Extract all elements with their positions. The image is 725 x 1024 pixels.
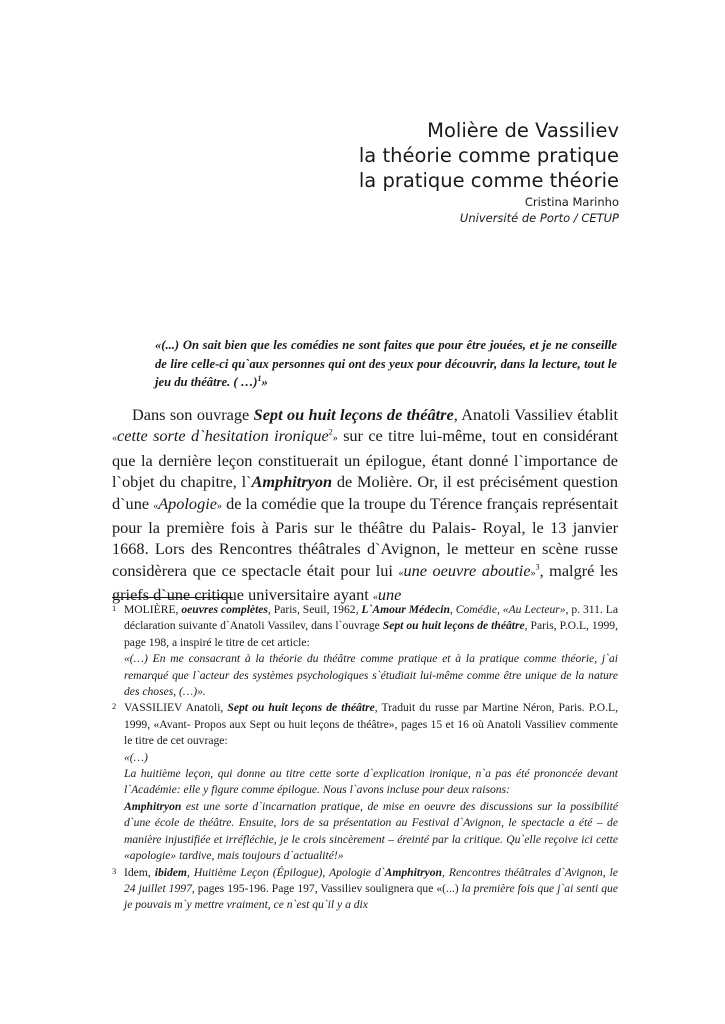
quote-open: «(…) (124, 750, 148, 764)
footnote-quote: La huitième leçon, qui donne au titre cette sorte d`explication ironique, n`a pas été prononcée devant l`Académie: elle y figure comme épilogue. Nous l`avons incluse pour deux raisons: (124, 767, 618, 797)
event-title: , Rencontres théâtrales d`Avignon, le 24 juillet 1997 (124, 865, 618, 895)
text-run: , Paris, P.O.L, 1999, page 198, a inspiré le titre de cet article: (124, 619, 618, 649)
epigraph-close: » (261, 375, 268, 389)
quote-mark: « (398, 567, 404, 579)
quoted-phrase: une oeuvre aboutie (403, 560, 531, 580)
quote-mark: » (530, 567, 536, 579)
quoted-phrase: cette sorte d`hesitation ironique (117, 426, 329, 446)
text-run: , (449, 603, 456, 616)
chapter-title: Huitième Leçon (Épilogue), Apologie d` (193, 865, 385, 879)
quote-close: !» (333, 849, 344, 863)
section-title: Comédie, «Au Lecteur» (455, 603, 566, 616)
text-run: , Anatoli Vassiliev établit (453, 405, 619, 424)
epigraph-text: «(...) On sait bien que les comédies ne sont faites que pour être jouées, et je ne conseille de lire celle-ci qu`aux personnes qui ont des yeux pour découvrir, dans la lecture, tout le jeu du théâtre. ( …) (155, 338, 617, 389)
text-run: , malgré les griefs d`une critique universitaire ayant (112, 560, 618, 605)
quote-mark: « (153, 500, 159, 512)
footnote-number: 3 (112, 865, 117, 876)
text-run: , pages 195-196. Page 197, Vassiliev soulignera que «(...) (191, 881, 462, 895)
text-run: , Traduit du russe par Martine Néron, Paris. P.O.L, 1999, «Avant- Propos aux Sept ou huit leçons de théâtre», pages 15 et 16 où Anatoli Vassiliev commente le titre de cet ouvrage: (124, 701, 619, 748)
footnote-2 (112, 700, 618, 864)
text-run: de la comédie que la troupe du Térence français représentait pour la première fois à Paris sur le théâtre du Palais- Royal, le 13 janvier 1668. Lors des Rencontres théâtrales d`Avignon, le metteur en scène russe considèrera que ce spectacle était pour lui (112, 493, 619, 580)
book-title: Sept ou huit leçons de théâtre (253, 405, 454, 424)
text-run: VASSILIEV Anatoli, (124, 701, 228, 715)
body-text (112, 404, 618, 609)
paragraph (112, 404, 618, 609)
footnotes (112, 602, 618, 914)
article-header (359, 118, 619, 226)
author-affiliation: Université de Porto / CETUP (459, 211, 619, 225)
footnote-ref[interactable]: 3 (535, 562, 540, 572)
text-run: MOLIÈRE, (124, 603, 182, 616)
quote-mark: » (216, 500, 222, 512)
footnote-separator (112, 597, 233, 598)
footnote-number: 1 (112, 603, 117, 613)
quote-mark: « (112, 433, 117, 445)
text-run: , (186, 865, 194, 879)
play-title: Amphitryon (251, 472, 333, 492)
ibidem: ibidem (154, 865, 187, 879)
quoted-phrase: une (377, 585, 402, 605)
footnote-quote: «(…) En me consacrant à la théorie du théâtre comme pratique et à la pratique comme théorie, j`ai remarqué que l`acteur des systèmes psychologiques s`étudiait lui-même comme être unique de la nature des choses, (…)». (124, 652, 618, 699)
text-run: Dans son ouvrage (132, 405, 254, 424)
text-run: Idem, (124, 865, 155, 879)
footnote-number: 2 (112, 701, 117, 712)
author-name: Cristina Marinho (524, 195, 619, 209)
play-title: Amphitryon (124, 799, 182, 813)
text-run: , Paris, Seuil, 1962, (267, 603, 362, 616)
footnote-ref[interactable]: 2 (328, 427, 333, 437)
footnote-3 (112, 865, 618, 914)
footnote-quote: est une sorte d`incarnation pratique, de mise en oeuvre des discussions sur la possibilité d`une école de théâtre. Ensuite, lors de sa présentation au Festival d`Avignon, le spectacle a été – de manière injustifiée et irréfléchie, je le crois sincèrement – éreinté par la critique. Qu`elle reçoive ici cette «apologie» tardive, mais toujours d`actualité (124, 799, 618, 863)
title-line-3: la pratique comme théorie (358, 169, 619, 192)
play-title: Amphitryon (384, 865, 442, 879)
footnote-1 (112, 602, 618, 700)
text-run: de Molière. Or, il est précisément question d`une (112, 472, 619, 513)
epigraph-quote (155, 336, 617, 392)
title-line-2: la théorie comme pratique (358, 144, 619, 167)
title-line-1: Molière de Vassiliev (427, 119, 619, 142)
quote-mark: » (332, 433, 338, 445)
play-title: L`Amour Médecin (361, 603, 450, 616)
footnote-ref[interactable]: 1 (257, 373, 262, 383)
text-run: , p. 311. La déclaration suivante d`Anatoli Vassilev, dans l`ouvrage (124, 603, 618, 633)
text-run: sur ce titre lui-même, tout en considérant que la dernière leçon constituerait un épilogue, étant donné l`importance de l`objet du chapitre, l` (112, 426, 618, 492)
footnote-quote: la première fois que j`ai senti que je pouvais m`y mettre vraiment, ce n`est qu`il y a dix (124, 881, 618, 912)
book-title: oeuvres complètes (181, 603, 268, 616)
quote-mark: « (372, 592, 378, 604)
quoted-phrase: Apologie (158, 493, 217, 513)
book-title: Sept ou huit leçons de théâtre (227, 701, 375, 715)
book-title: Sept ou huit leçons de théâtre (382, 619, 525, 633)
